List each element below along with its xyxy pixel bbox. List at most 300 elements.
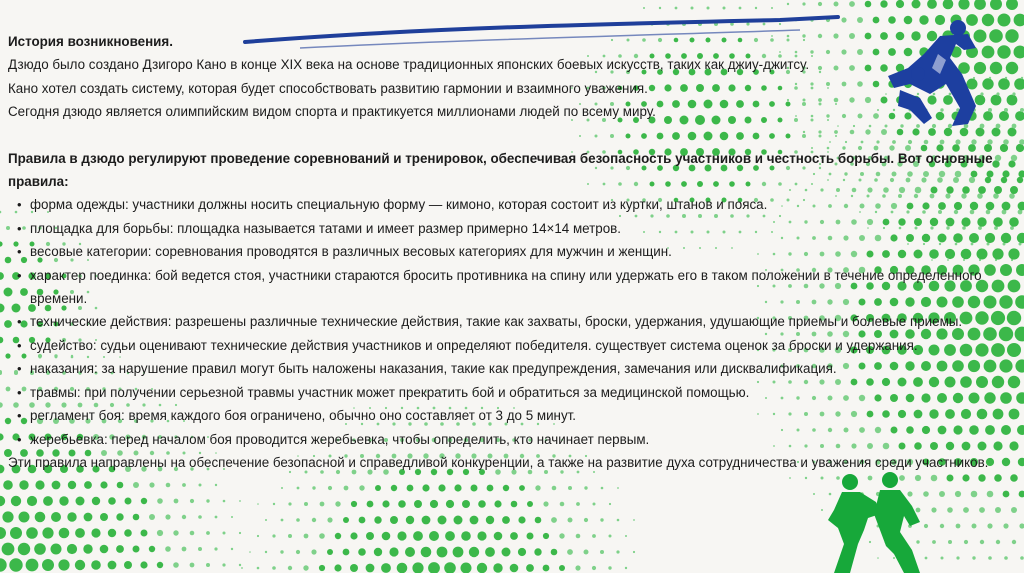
decor-dot bbox=[35, 512, 46, 523]
decor-dot bbox=[165, 514, 170, 519]
decor-dot bbox=[174, 499, 179, 504]
decor-dot bbox=[223, 532, 226, 535]
decor-dot bbox=[59, 496, 68, 505]
decor-dot bbox=[157, 498, 163, 504]
decor-dot bbox=[518, 516, 525, 523]
decor-dot bbox=[239, 500, 241, 502]
decor-dot bbox=[406, 516, 414, 524]
decor-dot bbox=[206, 563, 210, 567]
decor-dot bbox=[912, 0, 921, 9]
decor-dot bbox=[397, 563, 408, 573]
decor-dot bbox=[0, 527, 6, 539]
decor-dot bbox=[116, 513, 123, 520]
decor-dot bbox=[444, 562, 456, 573]
decor-dot bbox=[359, 517, 366, 524]
decor-dot bbox=[350, 564, 358, 572]
decor-dot bbox=[366, 532, 374, 540]
decor-dot bbox=[962, 474, 969, 481]
decor-dot bbox=[327, 549, 333, 555]
rule-item: • весовые категории: соревнования проводятся в различных весовых категориях для мужчин и женщин. bbox=[8, 240, 1018, 263]
decor-dot bbox=[1014, 14, 1024, 27]
decor-dot bbox=[996, 540, 1000, 544]
decor-dot bbox=[311, 549, 316, 554]
decor-dot bbox=[955, 491, 961, 497]
decor-dot bbox=[265, 519, 267, 521]
decor-dot bbox=[421, 547, 432, 558]
decor-dot bbox=[1006, 0, 1018, 10]
decor-dot bbox=[166, 483, 171, 488]
decor-dot bbox=[198, 515, 202, 519]
decor-dot bbox=[462, 500, 470, 508]
decor-dot bbox=[763, 23, 766, 26]
decor-dot bbox=[375, 485, 381, 491]
decor-dot bbox=[487, 485, 494, 492]
decor-dot bbox=[849, 1, 855, 7]
decor-dot bbox=[100, 513, 108, 521]
decor-dot bbox=[600, 518, 603, 521]
decor-dot bbox=[173, 530, 178, 535]
decor-dot bbox=[625, 567, 627, 569]
decor-dot bbox=[59, 528, 70, 539]
rules-intro: Правила в дзюдо регулируют проведение соревнований и тренировок, обеспечивая безопасность участников и честность борьбы. Вот основные правила: bbox=[8, 150, 993, 190]
decor-dot bbox=[91, 560, 101, 570]
decor-dot bbox=[125, 498, 132, 505]
decor-dot bbox=[1018, 458, 1024, 466]
decor-dot bbox=[880, 0, 887, 7]
decor-dot bbox=[551, 549, 558, 556]
decor-dot bbox=[617, 487, 619, 489]
decor-dot bbox=[334, 564, 341, 571]
decor-dot bbox=[454, 484, 461, 491]
decor-dot bbox=[215, 484, 217, 486]
decor-dot bbox=[304, 502, 308, 506]
decor-dot bbox=[0, 337, 3, 344]
decor-dot bbox=[560, 502, 565, 507]
decor-dot bbox=[974, 0, 986, 10]
decor-dot bbox=[35, 480, 44, 489]
decor-dot bbox=[26, 559, 39, 572]
decor-dot bbox=[739, 7, 742, 10]
decor-dot bbox=[543, 533, 549, 539]
decor-dot bbox=[990, 0, 1002, 10]
decor-dot bbox=[857, 17, 863, 23]
decor-dot bbox=[576, 534, 581, 539]
decor-dot bbox=[389, 547, 398, 556]
decor-dot bbox=[51, 544, 62, 555]
history-line: Дзюдо было создано Дзигоро Кано в конце XIX века на основе традиционных японских боевых искусств, таких как джиу-джитсу. bbox=[8, 57, 810, 73]
decor-dot bbox=[633, 519, 635, 521]
decor-dot bbox=[659, 7, 661, 9]
history-line: Сегодня дзюдо является олимпийским видом спорта и практикуется миллионами людей по всему миру. bbox=[8, 104, 656, 120]
decor-dot bbox=[374, 548, 382, 556]
decor-dot bbox=[502, 548, 511, 557]
decor-dot bbox=[755, 7, 757, 9]
decor-dot bbox=[771, 7, 773, 9]
decor-dot bbox=[723, 7, 726, 10]
decor-dot bbox=[527, 533, 534, 540]
decor-dot bbox=[0, 433, 4, 440]
decor-dot bbox=[927, 0, 937, 9]
decor-dot bbox=[43, 496, 53, 506]
decor-dot bbox=[108, 497, 116, 505]
rule-item: • форма одежды: участники должны носить специальную форму — кимоно, которая состоит из куртки, штанов и пояса. bbox=[8, 193, 1018, 216]
decor-dot bbox=[344, 486, 349, 491]
decor-dot bbox=[987, 523, 992, 528]
decor-dot bbox=[0, 272, 4, 280]
decor-dot bbox=[27, 496, 37, 506]
decor-dot bbox=[939, 491, 945, 497]
decor-dot bbox=[437, 547, 448, 558]
decor-dot bbox=[1003, 491, 1010, 498]
decor-dot bbox=[91, 528, 100, 537]
decor-dot bbox=[327, 517, 332, 522]
decor-dot bbox=[478, 500, 486, 508]
decor-dot bbox=[779, 23, 781, 25]
decor-dot bbox=[76, 497, 85, 506]
decor-dot bbox=[42, 559, 54, 571]
decor-dot bbox=[414, 500, 422, 508]
decor-dot bbox=[124, 529, 132, 537]
decor-dot bbox=[2, 543, 15, 556]
decor-dot bbox=[818, 2, 822, 6]
decor-dot bbox=[0, 211, 1, 214]
decor-dot bbox=[117, 482, 124, 489]
decor-dot bbox=[141, 498, 147, 504]
judo-grapple-icon bbox=[820, 470, 930, 573]
decor-dot bbox=[1017, 425, 1024, 435]
decor-dot bbox=[239, 564, 241, 566]
decor-dot bbox=[584, 550, 589, 555]
decor-dot bbox=[534, 548, 541, 555]
decor-dot bbox=[1011, 507, 1017, 513]
decor-dot bbox=[190, 531, 195, 536]
decor-dot bbox=[956, 556, 959, 559]
decor-dot bbox=[265, 551, 267, 553]
decor-dot bbox=[190, 499, 194, 503]
decor-dot bbox=[296, 550, 300, 554]
decor-dot bbox=[272, 534, 275, 537]
decor-dot bbox=[584, 486, 587, 489]
decor-dot bbox=[273, 503, 275, 505]
decor-dot bbox=[312, 486, 315, 489]
decor-dot bbox=[0, 496, 5, 506]
decor-dot bbox=[940, 524, 944, 528]
decor-dot bbox=[398, 500, 406, 508]
decor-dot bbox=[494, 532, 503, 541]
decor-dot bbox=[51, 512, 61, 522]
decor-dot bbox=[2, 511, 13, 522]
decor-dot bbox=[493, 563, 502, 572]
decor-dot bbox=[84, 513, 93, 522]
decor-dot bbox=[412, 562, 423, 573]
decor-dot bbox=[956, 524, 961, 529]
decor-dot bbox=[84, 481, 92, 489]
decor-dot bbox=[190, 563, 195, 568]
decor-dot bbox=[288, 566, 292, 570]
decor-dot bbox=[374, 516, 381, 523]
decor-dot bbox=[382, 500, 389, 507]
decor-dot bbox=[980, 540, 984, 544]
decor-dot bbox=[947, 475, 954, 482]
decor-dot bbox=[133, 482, 139, 488]
rule-item: • наказания: за нарушение правил могут быть наложены наказания, такие как предупреждения, замечания или дисквалификация. bbox=[8, 357, 1018, 380]
decor-dot bbox=[222, 563, 225, 566]
decor-dot bbox=[223, 500, 226, 503]
decor-dot bbox=[616, 550, 619, 553]
decor-dot bbox=[932, 540, 936, 544]
decor-dot bbox=[510, 564, 519, 573]
decor-dot bbox=[0, 465, 4, 474]
decor-dot bbox=[320, 502, 325, 507]
decor-dot bbox=[351, 501, 357, 507]
decor-dot bbox=[559, 533, 564, 538]
history-title: История возникновения. bbox=[8, 34, 173, 49]
decor-dot bbox=[304, 534, 309, 539]
decor-dot bbox=[343, 549, 350, 556]
decor-dot bbox=[422, 484, 429, 491]
rule-item: • судейство: судьи оценивают технические действия участников и определяют победителя. существует система оценок за броски и удержания. bbox=[8, 334, 1018, 357]
decor-dot bbox=[438, 484, 445, 491]
rule-item: • регламент боя: время каждого боя ограничено, обычно оно составляет от 3 до 5 минут. bbox=[8, 404, 1018, 427]
decor-dot bbox=[3, 480, 13, 490]
decor-dot bbox=[691, 7, 694, 10]
decor-dot bbox=[58, 559, 69, 570]
decor-dot bbox=[987, 491, 994, 498]
decor-dot bbox=[873, 17, 880, 24]
decor-dot bbox=[67, 544, 77, 554]
decor-dot bbox=[359, 485, 364, 490]
decor-dot bbox=[405, 547, 415, 557]
decor-dot bbox=[461, 531, 471, 541]
decor-dot bbox=[1004, 556, 1008, 560]
decor-dot bbox=[947, 507, 953, 513]
decor-dot bbox=[141, 530, 148, 537]
decor-dot bbox=[397, 531, 406, 540]
decor-dot bbox=[971, 491, 978, 498]
decor-dot bbox=[231, 516, 233, 518]
decor-dot bbox=[470, 516, 479, 525]
decor-dot bbox=[319, 565, 325, 571]
decor-dot bbox=[633, 551, 635, 553]
decor-dot bbox=[988, 556, 992, 560]
decor-dot bbox=[430, 500, 438, 508]
decor-dot bbox=[257, 535, 259, 537]
decor-dot bbox=[1019, 523, 1024, 528]
decor-dot bbox=[461, 563, 472, 573]
decor-dot bbox=[617, 519, 620, 522]
decor-dot bbox=[963, 507, 969, 513]
decor-dot bbox=[471, 485, 478, 492]
decor-dot bbox=[477, 563, 487, 573]
decor-dot bbox=[366, 564, 375, 573]
decor-dot bbox=[931, 475, 938, 482]
decor-dot bbox=[358, 548, 366, 556]
decor-dot bbox=[281, 519, 284, 522]
decor-dot bbox=[746, 22, 749, 25]
decor-dot bbox=[350, 532, 357, 539]
decor-dot bbox=[0, 558, 7, 571]
decor-dot bbox=[75, 560, 85, 570]
decor-dot bbox=[92, 497, 100, 505]
decor-dot bbox=[979, 507, 985, 513]
decor-dot bbox=[1003, 523, 1008, 528]
decor-dot bbox=[995, 507, 1001, 513]
decor-dot bbox=[407, 485, 414, 492]
history-line: Кано хотел создать систему, которая будет способствовать развитию гармонии и взаимного уважения. bbox=[8, 80, 648, 96]
decor-dot bbox=[485, 547, 495, 557]
decor-dot bbox=[584, 518, 588, 522]
decor-dot bbox=[1019, 491, 1024, 498]
decor-dot bbox=[206, 531, 210, 535]
decor-dot bbox=[1012, 540, 1016, 544]
decor-dot bbox=[9, 558, 22, 571]
decor-dot bbox=[0, 241, 3, 246]
decor-dot bbox=[108, 561, 117, 570]
decor-dot bbox=[834, 2, 839, 7]
decor-dot bbox=[453, 547, 464, 558]
decor-dot bbox=[100, 545, 109, 554]
decor-dot bbox=[165, 546, 171, 552]
decor-dot bbox=[83, 544, 92, 553]
rule-item: • жеребьевка: перед началом боя проводится жеребьевка, чтобы определить, кто начинает первым. bbox=[8, 428, 1018, 451]
decor-dot bbox=[1018, 170, 1024, 177]
decor-dot bbox=[239, 532, 241, 534]
decor-dot bbox=[140, 561, 147, 568]
decor-dot bbox=[454, 516, 463, 525]
decor-dot bbox=[257, 503, 259, 505]
spacer bbox=[8, 124, 1018, 147]
decor-dot bbox=[511, 501, 518, 508]
decor-dot bbox=[625, 535, 627, 537]
decor-dot bbox=[390, 516, 398, 524]
decor-dot bbox=[173, 562, 179, 568]
decor-dot bbox=[10, 527, 22, 539]
decor-dot bbox=[608, 566, 611, 569]
decor-dot bbox=[429, 531, 439, 541]
decor-dot bbox=[601, 487, 604, 490]
decor-dot bbox=[576, 502, 580, 506]
decor-dot bbox=[526, 564, 534, 572]
decor-dot bbox=[446, 500, 454, 508]
decor-dot bbox=[1020, 108, 1024, 112]
decor-dot bbox=[422, 516, 431, 525]
decor-dot bbox=[943, 0, 954, 9]
decor-dot bbox=[865, 1, 872, 8]
decor-dot bbox=[198, 547, 202, 551]
decor-dot bbox=[568, 518, 573, 523]
decor-dot bbox=[413, 531, 423, 541]
decor-dot bbox=[543, 565, 550, 572]
decor-dot bbox=[592, 566, 596, 570]
decor-dot bbox=[567, 549, 573, 555]
decor-dot bbox=[445, 531, 455, 541]
decor-dot bbox=[559, 565, 565, 571]
decor-dot bbox=[1018, 202, 1024, 211]
decor-dot bbox=[249, 551, 251, 553]
decor-dot bbox=[241, 567, 243, 569]
rule-item: • характер поединка: бой ведется стоя, участники стараются бросить противника на спину или удержать его в таком положении в течение определенного времени. bbox=[8, 264, 1018, 311]
decor-dot bbox=[494, 500, 501, 507]
conclusion: Эти правила направлены на обеспечение безопасной и справедливой конкуренции, а также на развитие духа сотрудничества и уважения среди участников. bbox=[8, 454, 989, 470]
decor-dot bbox=[535, 517, 542, 524]
decor-dot bbox=[296, 518, 300, 522]
decor-dot bbox=[998, 14, 1011, 27]
decor-dot bbox=[149, 546, 155, 552]
decor-dot bbox=[789, 477, 791, 479]
decor-dot bbox=[19, 480, 28, 489]
decor-dot bbox=[486, 516, 494, 524]
decor-dot bbox=[149, 482, 154, 487]
decor-dot bbox=[675, 7, 678, 10]
decor-dot bbox=[568, 486, 572, 490]
decor-dot bbox=[116, 545, 124, 553]
decor-dot bbox=[841, 17, 846, 22]
decor-dot bbox=[592, 534, 596, 538]
decor-dot bbox=[609, 503, 611, 505]
decor-dot bbox=[643, 7, 645, 9]
decor-dot bbox=[600, 550, 604, 554]
decor-dot bbox=[552, 486, 557, 491]
decor-dot bbox=[609, 535, 612, 538]
decor-dot bbox=[303, 565, 308, 570]
decor-dot bbox=[994, 474, 1002, 482]
decor-dot bbox=[1010, 474, 1018, 482]
decor-dot bbox=[312, 518, 316, 522]
decor-dot bbox=[593, 503, 596, 506]
decor-dot bbox=[214, 547, 217, 550]
decor-dot bbox=[972, 524, 977, 529]
decor-dot bbox=[551, 517, 557, 523]
decor-dot bbox=[68, 481, 76, 489]
decor-dot bbox=[18, 543, 30, 555]
decor-dot bbox=[328, 486, 332, 490]
decor-dot bbox=[438, 516, 447, 525]
decor-dot bbox=[343, 517, 349, 523]
decor-dot bbox=[367, 501, 374, 508]
rule-item: • площадка для борьбы: площадка называется татами и имеет размер примерно 14×14 метров. bbox=[8, 217, 1018, 240]
decor-dot bbox=[26, 527, 38, 539]
decor-dot bbox=[335, 501, 340, 506]
decor-dot bbox=[1021, 77, 1023, 79]
decor-dot bbox=[52, 481, 61, 490]
decor-dot bbox=[67, 512, 76, 521]
decor-dot bbox=[805, 477, 807, 479]
decor-dot bbox=[108, 529, 116, 537]
decor-dot bbox=[948, 540, 952, 544]
decor-dot bbox=[707, 7, 710, 10]
decor-dot bbox=[75, 528, 85, 538]
decor-dot bbox=[149, 514, 155, 520]
decor-dot bbox=[931, 507, 936, 512]
decor-dot bbox=[535, 485, 540, 490]
decor-dot bbox=[157, 530, 163, 536]
rule-item: • травмы: при получении серьезной травмы участник может прекратить бой и обратиться за медицинской помощью. bbox=[8, 381, 1018, 404]
decor-dot bbox=[206, 499, 209, 502]
decor-dot bbox=[510, 532, 518, 540]
decor-dot bbox=[281, 487, 283, 489]
decor-dot bbox=[34, 543, 46, 555]
decor-dot bbox=[787, 3, 789, 5]
decor-dot bbox=[543, 501, 548, 506]
decor-dot bbox=[502, 516, 510, 524]
rule-item: • технические действия: разрешены различные технические действия, такие как захваты, броски, удержания, удушающие приемы и болевые приемы. bbox=[8, 310, 1018, 333]
decor-dot bbox=[335, 533, 341, 539]
decor-dot bbox=[527, 501, 533, 507]
decor-dot bbox=[133, 546, 140, 553]
decor-dot bbox=[503, 485, 509, 491]
decor-dot bbox=[182, 483, 186, 487]
decor-dot bbox=[215, 516, 218, 519]
